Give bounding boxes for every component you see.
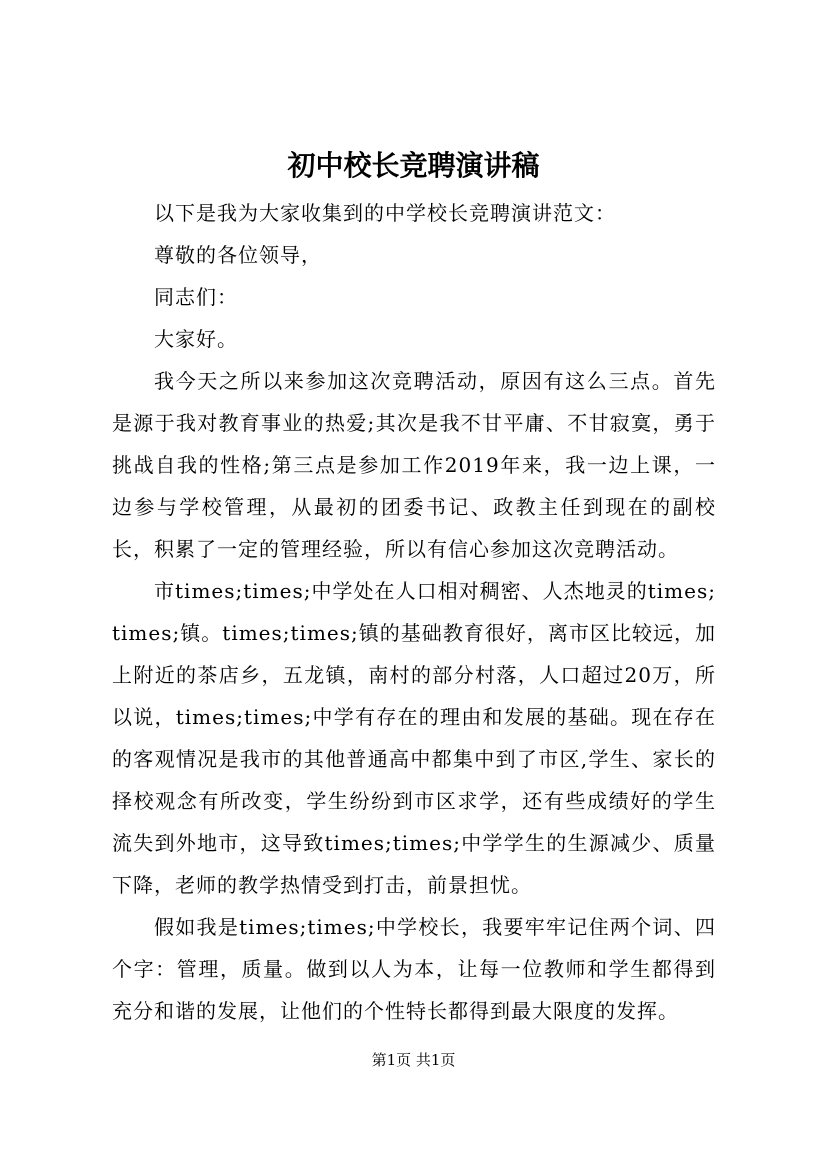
document-title: 初中校长竞聘演讲稿 — [287, 149, 540, 182]
paragraph-hello: 大家好。 — [154, 327, 238, 351]
paragraph-intro: 以下是我为大家收集到的中学校长竞聘演讲范文： — [154, 201, 616, 225]
paragraph-reasons: 我今天之所以来参加这次竞聘活动，原因有这么三点。首先是源于我对教育事业的热爱;其次是我不甘平庸、不甘寂寞，勇于挑战自我的性格;第三点是参加工作2019年来，我一边上课，一边参与学校管理，从最初的团委书记、政教主任到现在的副校长，积累了一定的管理经验，所以有信心参加这次竞聘活动。 — [112, 369, 716, 561]
document-body — [112, 192, 716, 1032]
page-number-footer: 第1页 共1页 — [371, 1051, 456, 1069]
paragraph-greeting-comrades: 同志们： — [154, 285, 238, 309]
paragraph-salutation: 尊敬的各位领导， — [154, 243, 322, 267]
paragraph-plan: 假如我是times;times;中学校长，我要牢牢记住两个词、四个字：管理，质量。做到以人为本，让每一位教师和学生都得到充分和谐的发展，让他们的个性特长都得到最大限度的发挥。 — [112, 915, 716, 1023]
paragraph-school-situation: 市times;times;中学处在人口相对稠密、人杰地灵的times;times;镇。times;times;镇的基础教育很好，离市区比较远，加上附近的茶店乡，五龙镇，南村的部分村落，人口超过20万，所以说，times;times;中学有存在的理由和发展的基础。现在存在的客观情况是我市的其他普通高中都集中到了市区,学生、家长的择校观念有所改变，学生纷纷到市区求学，还有些成绩好的学生流失到外地市，这导致times;times;中学学生的生源减少、质量下降，老师的教学热情受到打击，前景担忧。 — [112, 579, 716, 897]
